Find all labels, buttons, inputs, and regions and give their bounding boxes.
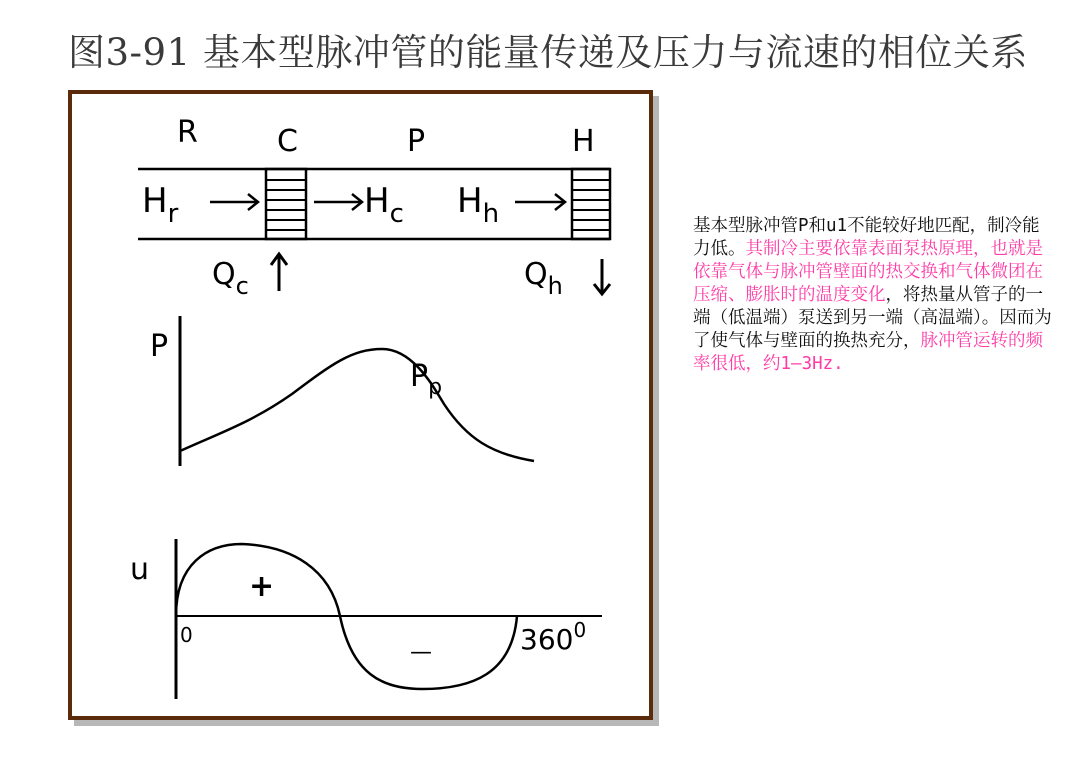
slide-title: 图3-91 基本型脉冲管的能量传递及压力与流速的相位关系 <box>68 31 1028 74</box>
pressure-curve <box>180 349 534 461</box>
flow-label-hh: $H_h$ <box>457 181 500 229</box>
pressure-curve-label: $P_p$ <box>410 359 443 400</box>
note-segment: 基本型脉冲管P和u1不能较好地匹配，制冷能力低。 <box>693 216 1040 259</box>
pressure-axis-label: P <box>150 329 169 364</box>
cold-heat-exchanger <box>266 180 306 230</box>
arrow-down-qh <box>594 259 610 294</box>
diagram-svg <box>72 94 649 716</box>
arrow-right-1 <box>210 194 258 210</box>
origin-label: 0 <box>180 623 193 647</box>
negative-sign: — <box>410 640 432 665</box>
note-segment: 脉冲管运转的频率很低，约1—3Hz. <box>693 331 1043 374</box>
end-angle-label: $360^0$ <box>520 618 587 656</box>
flow-label-hr: $H_r$ <box>142 181 179 229</box>
velocity-axis-label: u <box>130 552 150 587</box>
flow-label-hc: $H_c$ <box>364 181 404 229</box>
pulse-tube-diagram <box>68 90 653 720</box>
note-segment: ，将热量从管子的一端（低温端）泵送到另一端（高温端）。因而为了使气体与壁面的换热充分， <box>693 285 1052 351</box>
explanation-text <box>693 215 1053 376</box>
heat-label-qh: $Q_h$ <box>524 257 563 300</box>
hot-heat-exchanger <box>572 180 610 230</box>
region-label-r: R <box>177 115 198 150</box>
arrow-up-qc <box>271 254 287 291</box>
positive-sign: + <box>249 569 275 604</box>
arrow-right-3 <box>515 194 565 210</box>
region-label-c: C <box>277 124 298 159</box>
region-label-p: P <box>407 124 426 159</box>
heat-label-qc: $Q_c$ <box>212 257 249 300</box>
arrow-right-2 <box>314 194 362 210</box>
note-segment: 其制冷主要依靠表面泵热原理，也就是依靠气体与脉冲管壁面的热交换和气体微团在压缩、膨胀时的温度变化 <box>693 239 1043 305</box>
region-label-h: H <box>572 124 595 159</box>
